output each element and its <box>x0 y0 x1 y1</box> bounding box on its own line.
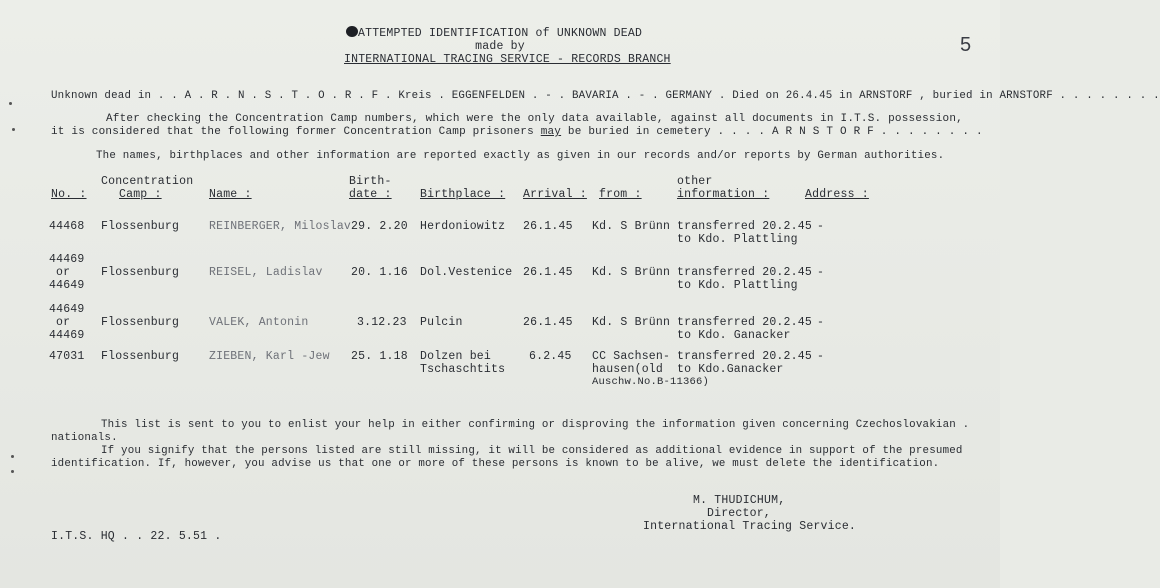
paragraph2: The names, birthplaces and other information are reported exactly as given in our records and/or reports by German authorities. <box>96 150 945 162</box>
header-arrival: Arrival : <box>523 188 587 201</box>
footer-reference: I.T.S. HQ . . 22. 5.51 . <box>51 530 222 543</box>
cell-no-3: 44469 <box>49 329 85 342</box>
margin-mark <box>12 128 15 131</box>
cell-arrival: 26.1.45 <box>523 220 573 233</box>
cell-address: - <box>817 316 825 329</box>
cell-birthplace: Dol.Vestenice <box>420 266 513 279</box>
cell-no-1: 44469 <box>49 253 85 266</box>
cell-birthdate: 20. 1.16 <box>351 266 408 279</box>
cell-address: - <box>817 220 825 233</box>
cell-camp: Flossenburg <box>101 220 180 233</box>
cell-no: 47031 <box>49 350 85 363</box>
header-address: Address : <box>805 188 869 201</box>
header-other-line1: other <box>677 175 713 188</box>
cell-address: - <box>817 350 825 363</box>
cell-birthplace: Herdoniowitz <box>420 220 506 233</box>
signature-title: Director, <box>707 507 771 520</box>
cell-no-2: or <box>56 316 71 329</box>
cell-camp: Flossenburg <box>101 266 180 279</box>
cell-no-2: or <box>56 266 71 279</box>
header-birthplace: Birthplace : <box>420 188 506 201</box>
header-birth-line1: Birth- <box>349 175 392 188</box>
cell-from: Kd. S Brünn <box>592 316 671 329</box>
header-other-line2: information : <box>677 188 770 201</box>
cell-other-1: transferred 20.2.45 <box>677 350 812 363</box>
margin-mark <box>9 102 12 105</box>
cell-other-1: transferred 20.2.45 <box>677 266 812 279</box>
cell-arrival: 6.2.45 <box>529 350 572 363</box>
header-from: from : <box>599 188 642 201</box>
cell-name: VALEK, Antonin <box>209 316 309 329</box>
closing-line4: identification. If, however, you advise us that one or more of these persons is known to be alive, we must delete the identification. <box>51 458 940 470</box>
signature-org: International Tracing Service. <box>643 520 857 533</box>
header-birth-line2: date : <box>349 188 392 201</box>
cell-other-2: to Kdo. Plattling <box>677 233 798 246</box>
cell-birthplace-1: Dolzen bei <box>420 350 492 363</box>
header-made-by: made by <box>475 40 525 53</box>
cell-no: 44468 <box>49 220 85 233</box>
cell-no-3: 44649 <box>49 279 85 292</box>
paragraph1-line2-end: be buried in cemetery . . . . A R N S T O R F . . . . . . . . <box>567 126 983 138</box>
cell-other-1: transferred 20.2.45 <box>677 220 812 233</box>
signature-name: M. THUDICHUM, <box>693 494 786 507</box>
paragraph1-may: may <box>540 126 562 138</box>
cell-no-1: 44649 <box>49 303 85 316</box>
header-camp-line2: Camp : <box>119 188 162 201</box>
paragraph1-line2-start: it is considered that the following former Concentration Camp prisoners <box>51 126 534 138</box>
closing-line3: If you signify that the persons listed are still missing, it will be considered as additional evidence in support of the presumed <box>101 445 963 457</box>
margin-mark <box>11 470 14 473</box>
header-no: No. : <box>51 188 87 201</box>
cell-birthdate: 29. 2.20 <box>351 220 408 233</box>
closing-line1: This list is sent to you to enlist your help in either confirming or disproving the information given concerning Czechoslovakian . <box>101 419 970 431</box>
header-camp-line1: Concentration <box>101 175 194 188</box>
cell-arrival: 26.1.45 <box>523 266 573 279</box>
paragraph1-line2 <box>51 126 983 138</box>
margin-mark <box>11 455 14 458</box>
cell-birthplace-2: Tschaschtits <box>420 363 506 376</box>
cell-from: Kd. S Brünn <box>592 266 671 279</box>
cell-from: Kd. S Brünn <box>592 220 671 233</box>
cell-arrival: 26.1.45 <box>523 316 573 329</box>
cell-from-1: CC Sachsen- <box>592 350 671 363</box>
cell-birthplace: Pulcin <box>420 316 463 329</box>
cell-from-3: Auschw.No.B-11366) <box>592 376 710 388</box>
header-name: Name : <box>209 188 252 201</box>
cell-camp: Flossenburg <box>101 350 180 363</box>
unknown-dead-line: Unknown dead in . . A . R . N . S . T . O . R . F . Kreis . EGGENFELDEN . - . BAVARIA . - . GERMANY . Died on 26.4.45 in ARNSTORF , buried in ARNSTORF . . . . . . . . <box>51 90 1160 102</box>
cell-name: REISEL, Ladislav <box>209 266 323 279</box>
cell-birthdate: 3.12.23 <box>357 316 407 329</box>
cell-other-2: to Kdo. Plattling <box>677 279 798 292</box>
closing-line2: nationals. <box>51 432 118 444</box>
cell-name: REINBERGER, Miloslav <box>209 220 352 233</box>
cell-other-1: transferred 20.2.45 <box>677 316 812 329</box>
cell-other-2: to Kdo.Ganacker <box>677 363 784 376</box>
paragraph1-line1: After checking the Concentration Camp numbers, which were the only data available, against all documents in I.T.S. possession, <box>106 113 963 125</box>
cell-name: ZIEBEN, Karl -Jew <box>209 350 330 363</box>
header-title: ATTEMPTED IDENTIFICATION of UNKNOWN DEAD <box>346 26 642 40</box>
cell-other-2: to Kdo. Ganacker <box>677 329 791 342</box>
ink-blot-icon <box>346 26 358 37</box>
cell-address: - <box>817 266 825 279</box>
cell-birthdate: 25. 1.18 <box>351 350 408 363</box>
header-organization: INTERNATIONAL TRACING SERVICE - RECORDS BRANCH <box>344 53 671 66</box>
page-number: 5 <box>960 34 972 56</box>
cell-from-2: hausen(old <box>592 363 664 376</box>
cell-camp: Flossenburg <box>101 316 180 329</box>
